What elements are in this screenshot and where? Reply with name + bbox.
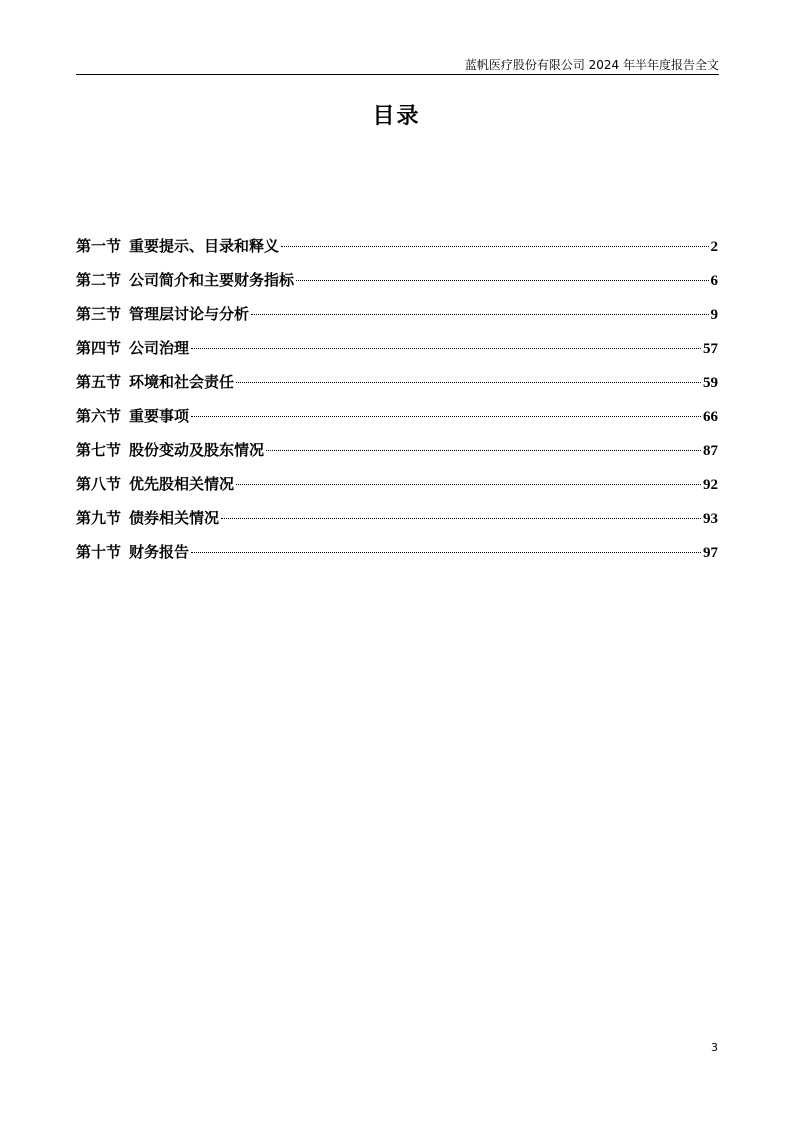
toc-dot-leader xyxy=(281,246,708,247)
toc-section-number: 第五节 xyxy=(76,373,122,391)
toc-dot-leader xyxy=(191,348,701,349)
toc-page-number: 97 xyxy=(703,545,718,561)
toc-section-number: 第二节 xyxy=(76,271,122,289)
toc-section-title: 财务报告 xyxy=(129,543,190,561)
toc-section-title: 重要事项 xyxy=(129,407,190,425)
toc-section-number: 第六节 xyxy=(76,407,122,425)
toc-dot-leader xyxy=(266,450,701,451)
toc-page-number: 93 xyxy=(703,511,718,527)
toc-page-number: 9 xyxy=(710,307,718,323)
toc-item-9[interactable] xyxy=(76,508,718,542)
toc-dot-leader xyxy=(191,416,701,417)
toc-item-3[interactable] xyxy=(76,304,718,338)
toc-item-2[interactable] xyxy=(76,270,718,304)
toc-section-title: 公司治理 xyxy=(129,339,190,357)
toc-item-5[interactable] xyxy=(76,372,718,406)
toc-page-number: 59 xyxy=(703,375,718,391)
toc-item-4[interactable] xyxy=(76,338,718,372)
toc-section-title: 公司简介和主要财务指标 xyxy=(129,271,295,289)
toc-page-number: 2 xyxy=(710,239,718,255)
toc-section-title: 管理层讨论与分析 xyxy=(129,305,250,323)
page-number: 3 xyxy=(711,1041,718,1054)
header-divider xyxy=(76,74,719,75)
toc-section-number: 第十节 xyxy=(76,543,122,561)
toc-section-title: 重要提示、目录和释义 xyxy=(129,237,280,255)
toc-item-8[interactable] xyxy=(76,474,718,508)
toc-section-title: 环境和社会责任 xyxy=(129,373,235,391)
toc-dot-leader xyxy=(221,518,701,519)
toc-page-number: 66 xyxy=(703,409,718,425)
toc-section-number: 第三节 xyxy=(76,305,122,323)
toc-dot-leader xyxy=(251,314,708,315)
toc-page-number: 6 xyxy=(710,273,718,289)
toc-section-number: 第七节 xyxy=(76,441,122,459)
toc-section-title: 债券相关情况 xyxy=(129,509,220,527)
toc-dot-leader xyxy=(236,484,701,485)
toc-section-title: 股份变动及股东情况 xyxy=(129,441,265,459)
toc-section-number: 第八节 xyxy=(76,475,122,493)
toc-item-7[interactable] xyxy=(76,440,718,474)
toc-page-number: 57 xyxy=(703,341,718,357)
toc-item-6[interactable] xyxy=(76,406,718,440)
toc-page-number: 92 xyxy=(703,477,718,493)
toc-section-title: 优先股相关情况 xyxy=(129,475,235,493)
page-title: 目录 xyxy=(372,103,421,129)
toc-item-1[interactable] xyxy=(76,236,718,270)
toc-section-number: 第九节 xyxy=(76,509,122,527)
toc-dot-leader xyxy=(191,552,701,553)
running-header: 蓝帆医疗股份有限公司 2024 年半年度报告全文 xyxy=(464,58,719,72)
toc-dot-leader xyxy=(236,382,701,383)
toc-page-number: 87 xyxy=(703,443,718,459)
toc-dot-leader xyxy=(296,280,708,281)
toc-item-10[interactable] xyxy=(76,542,718,576)
toc-section-number: 第一节 xyxy=(76,237,122,255)
toc-section-number: 第四节 xyxy=(76,339,122,357)
table-of-contents xyxy=(76,236,718,576)
